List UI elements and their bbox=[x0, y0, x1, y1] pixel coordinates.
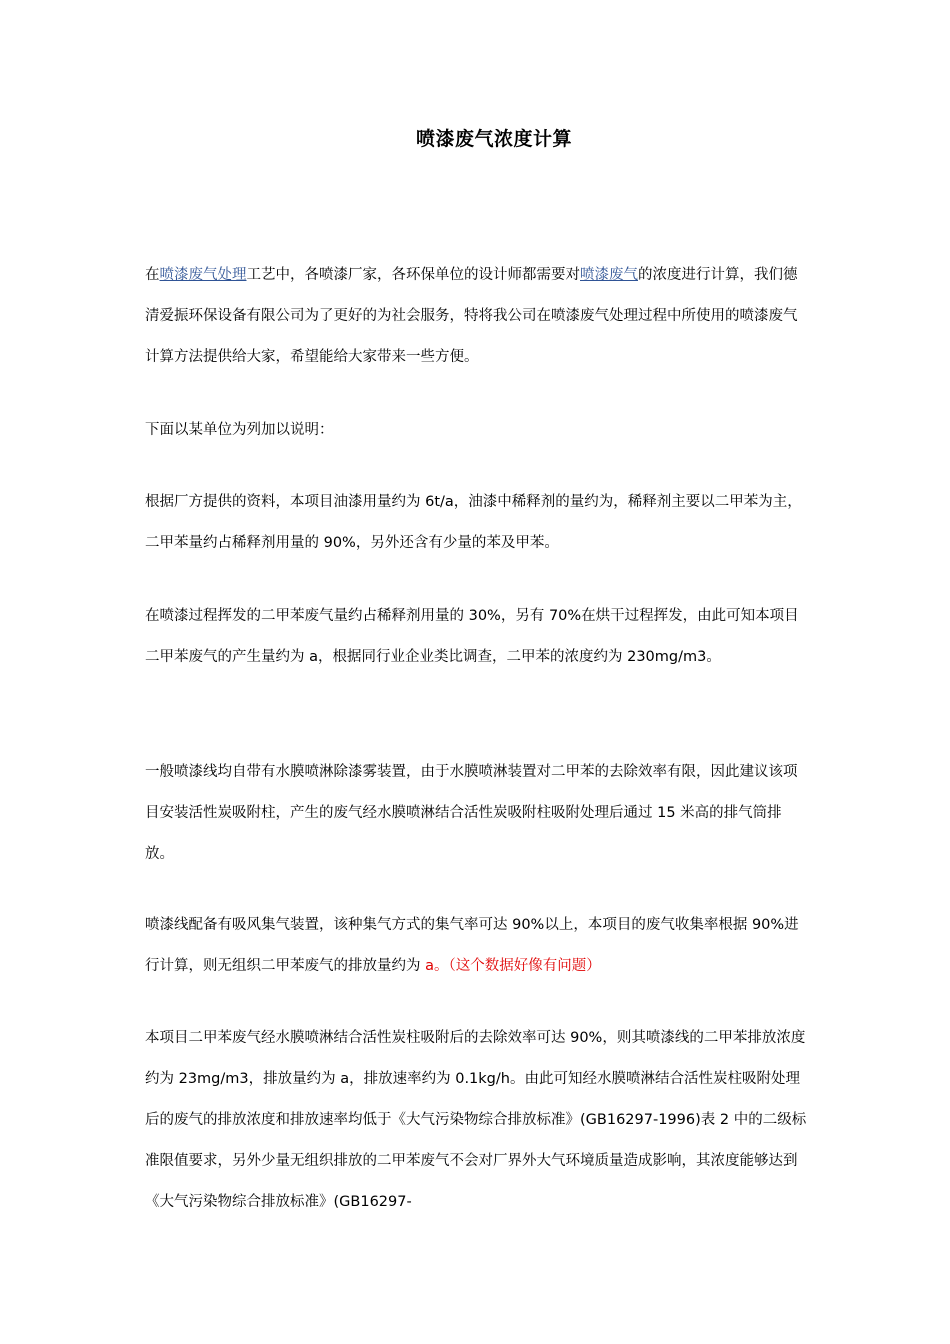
paragraph-treatment-equipment: 一般喷漆线均自带有水膜喷淋除漆雾装置，由于水膜喷淋装置对二甲苯的去除效率有限，因此建议该项目安装活性炭吸附柱，产生的废气经水膜喷淋结合活性炭吸附柱吸附处理后通过 15 米高的排气筒排放。 bbox=[145, 764, 798, 862]
paragraph-paint-usage: 根据厂方提供的资料，本项目油漆用量约为 6t/a，油漆中稀释剂的量约为，稀释剂主要以二甲苯为主，二甲苯量约占稀释剂用量的 90%，另外还含有少量的苯及甲苯。 bbox=[145, 494, 802, 551]
paragraph-collection-rate bbox=[145, 905, 807, 987]
document-title: 喷漆废气浓度计算 bbox=[415, 128, 572, 150]
paragraph-intro bbox=[145, 255, 807, 378]
collection-rate-text: 喷漆线配备有吸风集气装置，该种集气方式的集气率可达 90%以上，本项目的废气收集率根据 90%进行计算，则无组织二甲苯废气的排放量约为 bbox=[145, 917, 799, 974]
highlighted-note: a。（这个数据好像有问题） bbox=[425, 958, 601, 974]
paragraph-emission-results: 本项目二甲苯废气经水膜喷淋结合活性炭柱吸附后的去除效率可达 90%，则其喷漆线的二甲苯排放浓度约为 23mg/m3，排放量约为 a，排放速率约为 0.1kg/h。由此可知经水膜喷淋结合活性炭柱吸附处理后的废气的排放浓度和排放速率均低于《大气污染物综合排放标准》(GB16297-1996)表 2 中的二级标准限值要求，另外少量无组织排放的二甲苯废气不会对厂界外大气环境质量造成影响，其浓度能够达到《大气污染物综合排放标准》(GB16297- bbox=[145, 1030, 807, 1210]
link-spray-paint-waste-gas-treatment[interactable]: 喷漆废气处理 bbox=[159, 267, 247, 283]
link-spray-paint-waste-gas[interactable]: 喷漆废气 bbox=[580, 267, 638, 283]
paragraph-xylene-volatilization: 在喷漆过程挥发的二甲苯废气量约占稀释剂用量的 30%，另有 70%在烘干过程挥发，由此可知本项目二甲苯废气的产生量约为 a，根据同行业企业类比调查，二甲苯的浓度约为 230mg/m3。 bbox=[145, 608, 799, 665]
intro-text-2: 工艺中，各喷漆厂家，各环保单位的设计师都需要对 bbox=[246, 267, 580, 283]
paragraph-example-intro: 下面以某单位为列加以说明： bbox=[145, 422, 334, 438]
intro-text-1: 在 bbox=[145, 267, 160, 283]
intro-text-3: 的浓度进行计算，我们德清爱振环保设备有限公司为了更好的为社会服务，特将我公司在喷漆废气处理过程中所使用的喷漆废气计算方法提供给大家，希望能给大家带来一些方便。 bbox=[145, 267, 798, 365]
